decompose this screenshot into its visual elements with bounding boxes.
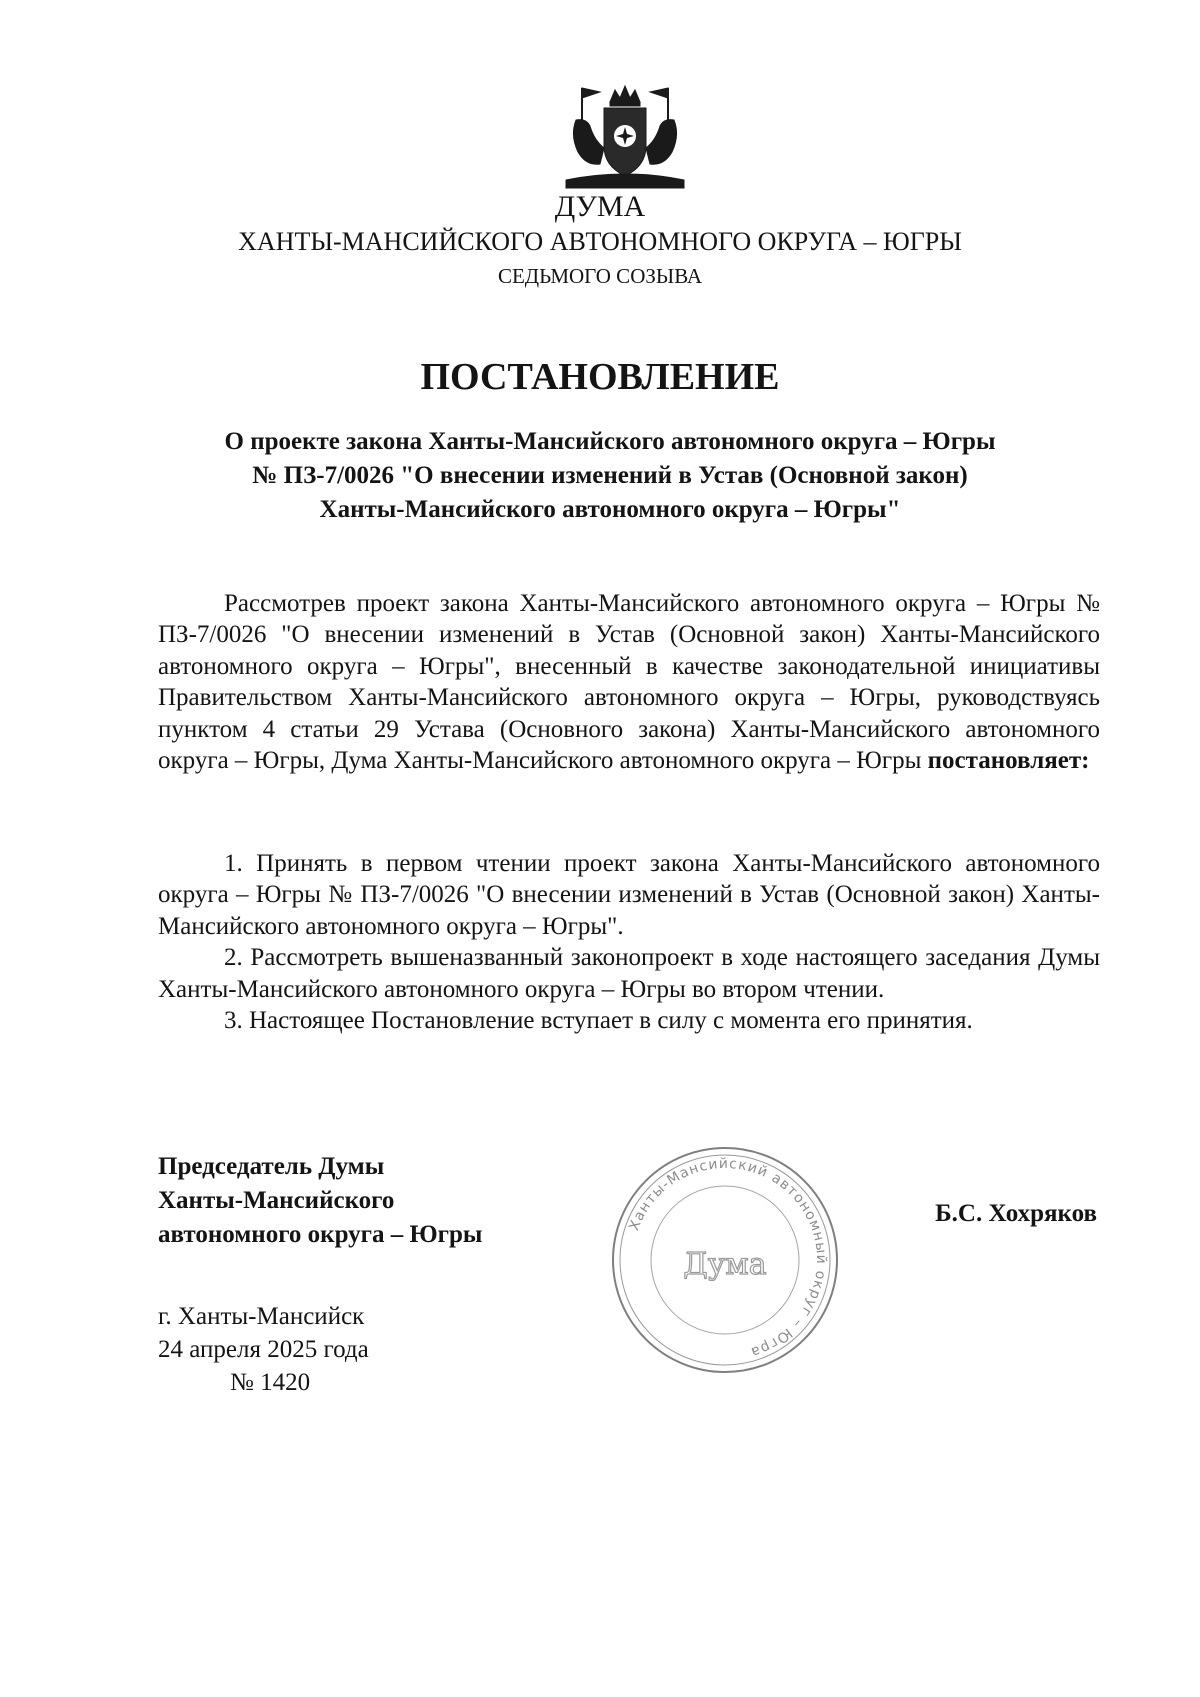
- position-line: Председатель Думы: [158, 1153, 385, 1180]
- coat-of-arms-icon: [560, 80, 690, 195]
- resolution-points: [158, 848, 1100, 1036]
- document-subject: [150, 425, 1070, 527]
- position-line: автономного округа – Югры: [158, 1221, 483, 1248]
- place-and-date: [158, 1300, 369, 1399]
- subject-line: Ханты-Мансийского автономного округа – Югры": [319, 496, 901, 523]
- city: г. Ханты-Мансийск: [158, 1303, 365, 1330]
- org-region: ХАНТЫ-МАНСИЙСКОГО АВТОНОМНОГО ОКРУГА – ЮГРЫ: [238, 227, 962, 256]
- position-line: Ханты-Мансийского: [158, 1187, 395, 1214]
- signatory-position: [158, 1150, 482, 1252]
- date: 24 апреля 2025 года: [158, 1336, 369, 1363]
- resolves-phrase: постановляет:: [927, 747, 1090, 775]
- official-seal: [605, 1140, 845, 1380]
- signer-name: Б.С. Хохряков: [935, 1200, 1097, 1227]
- subject-line: № ПЗ-7/0026 "О внесении изменений в Устав (Основной закон): [252, 462, 968, 489]
- document-type-title: ПОСТАНОВЛЕНИЕ: [420, 356, 780, 398]
- subject-line: О проекте закона Ханты-Мансийского автономного округа – Югры: [224, 428, 996, 455]
- resolution-point: 1. Принять в первом чтении проект закона Ханты-Мансийского автономного округа – Югры № ПЗ-7/0026 "О внесении изменений в Устав (Основной закон) Ханты-Мансийского автономного округа – Югры".: [158, 850, 1100, 940]
- preamble-paragraph: [158, 588, 1100, 776]
- resolution-point: 3. Настоящее Постановление вступает в силу с момента его принятия.: [224, 1007, 973, 1035]
- document-number: № 1420: [230, 1369, 311, 1396]
- preamble-text: Рассмотрев проект закона Ханты-Мансийского автономного округа – Югры № ПЗ-7/0026 "О внесении изменений в Устав (Основной закон) Ханты-Мансийского автономного округа – Югры", внесенный в качестве законодательной инициативы Правительством Ханты-Мансийского автономного округа – Югры, руководствуясь пунктом 4 статьи 29 Устава (Основного закона) Ханты-Мансийского автономного округа – Югры, Дума Ханты-Мансийского автономного округа – Югры: [158, 590, 1100, 775]
- org-name: ДУМА: [554, 190, 646, 223]
- svg-text:Ханты-Мансийский автономный ок: Ханты-Мансийский автономный округ – Югра: [626, 1155, 830, 1361]
- svg-text:Дума: Дума: [683, 1247, 767, 1282]
- resolution-point: 2. Рассмотреть вышеназванный законопроект в ходе настоящего заседания Думы Ханты-Мансийского автономного округа – Югры во втором чтении.: [158, 944, 1100, 1003]
- convocation: СЕДЬМОГО СОЗЫВА: [497, 264, 703, 288]
